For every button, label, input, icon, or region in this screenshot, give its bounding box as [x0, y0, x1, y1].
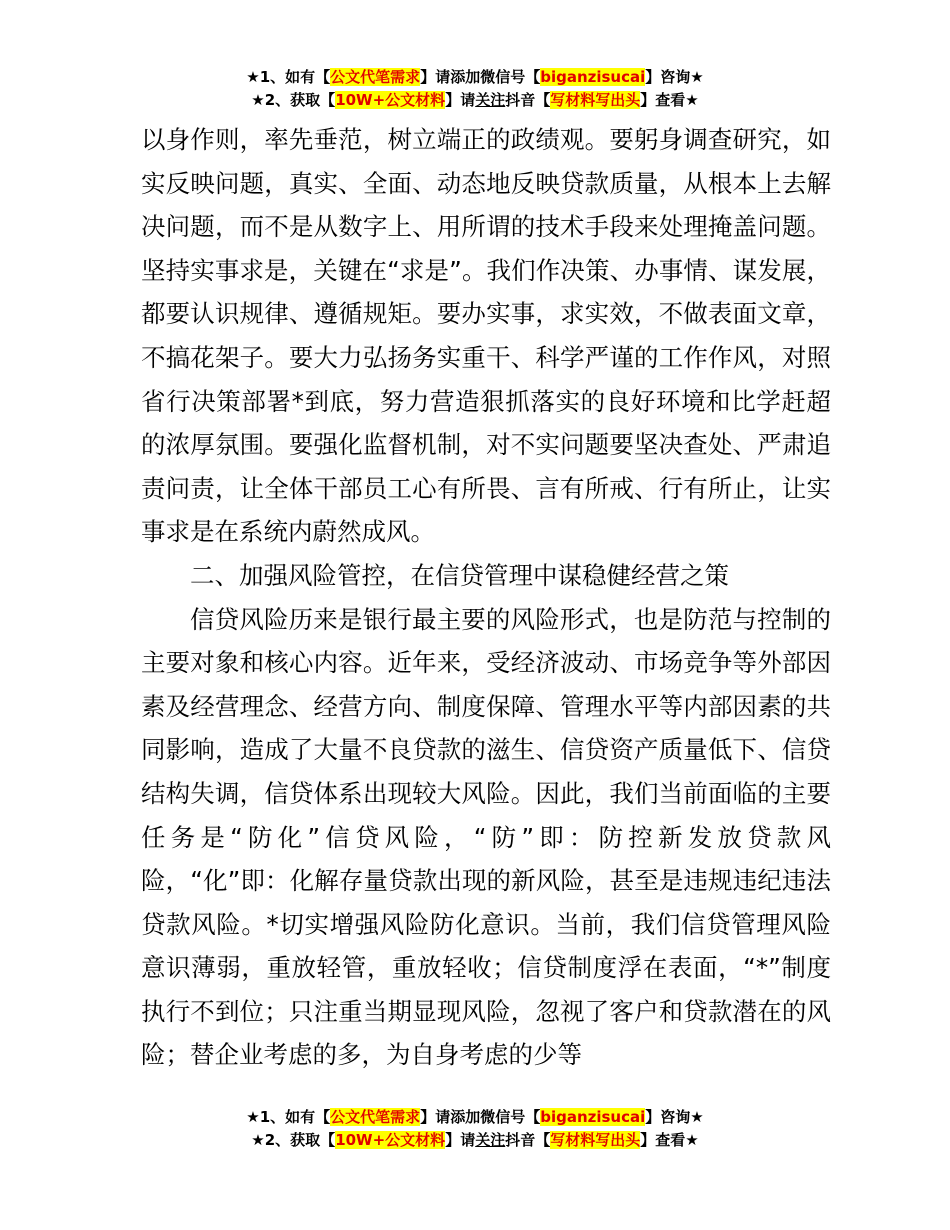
paragraph-continuation: 以身作则，率先垂范，树立端正的政绩观。要躬身调查研究，如实反映问题，真实、全面、动态地反映贷款质量，从根本上去解决问题，而不是从数字上、用所谓的技术手段来处理掩盖问题。坚持实事求是，关键在“求是”。我们作决策、办事情、谋发展，都要认识规律、遵循规矩。要办实事，求实效，不做表面文章，不搞花架子。要大力弘扬务实重干、科学严谨的工作作风，对照省行决策部署*到底，努力营造狠抓落实的良好环境和比学赶超的浓厚氛围。要强化监督机制，对不实问题要坚决查处、严肃追责问责，让全体干部员工心有所畏、言有所戒、行有所止，让实事求是在系统内蔚然成风。 [141, 125, 831, 547]
header-banner [0, 66, 950, 112]
material-highlight: 10W+公文材料 [335, 1131, 446, 1149]
material-highlight: 10W+公文材料 [335, 91, 446, 109]
service-highlight: 公文代笔需求 [330, 68, 421, 86]
document-body [141, 118, 831, 1077]
account-highlight: 写材料写出头 [550, 91, 641, 109]
banner-line-1: ★1、如有【公文代笔需求】请添加微信号【biganzisucai】咨询★ [246, 68, 704, 86]
follow-underlined: 关注 [475, 1131, 506, 1149]
banner-line-2: ★2、获取【10W+公文材料】请关注抖音【写材料写出头】查看★ [251, 1131, 699, 1149]
footer-banner [0, 1106, 950, 1152]
wechat-id-highlight: biganzisucai [540, 1108, 646, 1126]
banner-line-1: ★1、如有【公文代笔需求】请添加微信号【biganzisucai】咨询★ [246, 1108, 704, 1126]
follow-underlined: 关注 [475, 91, 506, 109]
paragraph-section: 信贷风险历来是银行最主要的风险形式，也是防范与控制的主要对象和核心内容。近年来，受经济波动、市场竞争等外部因素及经营理念、经营方向、制度保障、管理水平等内部因素的共同影响，造成了大量不良贷款的滋生、信贷资产质量低下、信贷结构失调，信贷体系出现较大风险。因此，我们当前面临的主要任务是“防化”信贷风险，“防”即：防控新发放贷款风险，“化”即：化解存量贷款出现的新风险，甚至是违规违纪违法贷款风险。*切实增强风险防化意识。当前，我们信贷管理风险意识薄弱，重放轻管，重放轻收；信贷制度浮在表面，“*”制度执行不到位；只注重当期显现风险，忽视了客户和贷款潜在的风险；替企业考虑的多，为自身考虑的少等 [141, 604, 831, 1070]
section-heading: 二、加强风险管控，在信贷管理中谋稳健经营之策 [190, 560, 729, 590]
wechat-id-highlight: biganzisucai [540, 68, 646, 86]
service-highlight: 公文代笔需求 [330, 1108, 421, 1126]
account-highlight: 写材料写出头 [550, 1131, 641, 1149]
banner-line-2: ★2、获取【10W+公文材料】请关注抖音【写材料写出头】查看★ [251, 91, 699, 109]
